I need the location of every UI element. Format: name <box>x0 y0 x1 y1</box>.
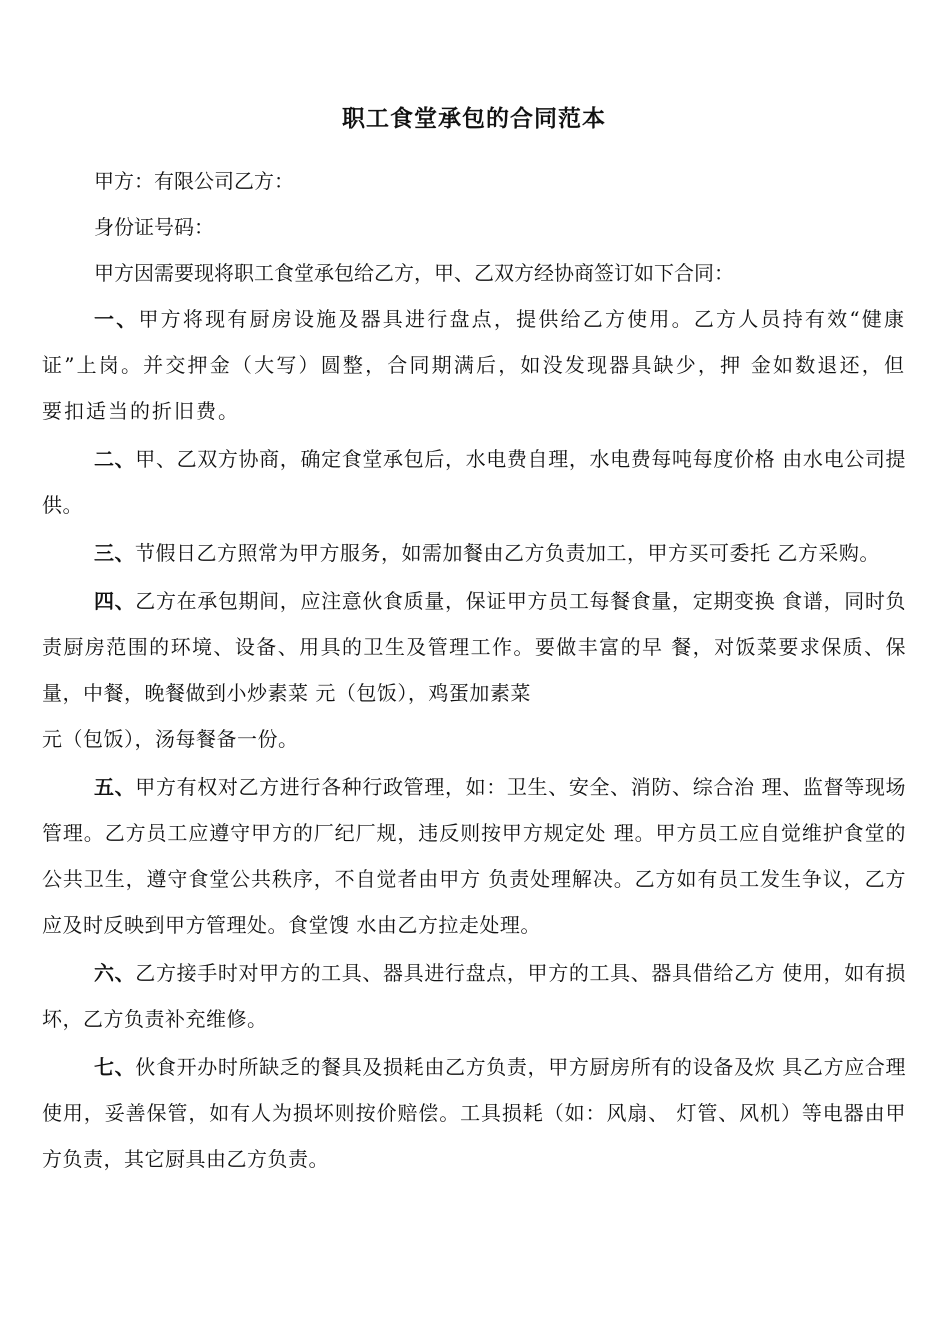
clause-text-continued: 元（包饭），汤每餐备一份。 <box>42 727 299 751</box>
clause-number: 二、 <box>94 447 136 471</box>
clause-text: 甲方将现有厨房设施及器具进行盘点，提供给乙方使用。乙方人员持有效“健康证”上岗。并交押金（大写）圆整，合同期满后，如没发现器具缺少，押 金如数退还，但要扣适当的折旧费。 <box>42 307 906 423</box>
clause-7 <box>42 1044 906 1182</box>
clause-2 <box>42 436 906 528</box>
intro-line: 甲方因需要现将职工食堂承包给乙方，甲、乙双方经协商签订如下合同： <box>94 261 734 285</box>
id-number-line: 身份证号码： <box>94 215 214 239</box>
clause-text: 伙食开办时所缺乏的餐具及损耗由乙方负责，甲方厨房所有的设备及炊 具乙方应合理使用，妥善保管，如有人为损坏则按价赔偿。工具损耗（如：风扇、 灯管、风机）等电器由甲方负责，其它厨具由乙方负责。 <box>42 1055 907 1171</box>
clause-number: 四、 <box>94 589 136 613</box>
clause-1 <box>42 296 906 434</box>
document-title: 职工食堂承包的合同范本 <box>342 105 606 132</box>
clause-number: 五、 <box>94 775 136 799</box>
clause-number: 三、 <box>94 541 135 565</box>
clause-4 <box>42 578 906 762</box>
clause-text: 乙方接手时对甲方的工具、器具进行盘点，甲方的工具、器具借给乙方 使用，如有损坏，乙方负责补充维修。 <box>42 961 907 1031</box>
party-line: 甲方：有限公司乙方： <box>94 169 294 193</box>
clause-text: 乙方在承包期间，应注意伙食质量，保证甲方员工每餐食量，定期变换 食谱，同时负责厨房范围的环境、设备、用具的卫生及管理工作。要做丰富的早 餐，对饭菜要求保质、保量，中餐，晚餐做到小炒素菜 元（包饭），鸡蛋加素菜 <box>42 589 907 705</box>
clause-text: 节假日乙方照常为甲方服务，如需加餐由乙方负责加工，甲方买可委托 乙方采购。 <box>135 541 880 565</box>
clause-6 <box>42 950 906 1042</box>
clause-number: 一、 <box>94 307 139 331</box>
clause-number: 七、 <box>94 1055 136 1079</box>
clause-text: 甲方有权对乙方进行各种行政管理，如：卫生、安全、消防、综合治 理、监督等现场管理。乙方员工应遵守甲方的厂纪厂规，违反则按甲方规定处 理。甲方员工应自觉维护食堂的公共卫生，遵守食堂公共秩序，不自觉者由甲方 负责处理解决。乙方如有员工发生争议，乙方应及时反映到甲方管理处。食堂馊 水由乙方拉走处理。 <box>42 775 907 937</box>
clause-number: 六、 <box>94 961 136 985</box>
clause-3 <box>42 530 906 576</box>
clause-text: 甲、乙双方协商，确定食堂承包后，水电费自理，水电费每吨每度价格 由水电公司提供。 <box>42 447 907 517</box>
clause-5 <box>42 764 906 948</box>
